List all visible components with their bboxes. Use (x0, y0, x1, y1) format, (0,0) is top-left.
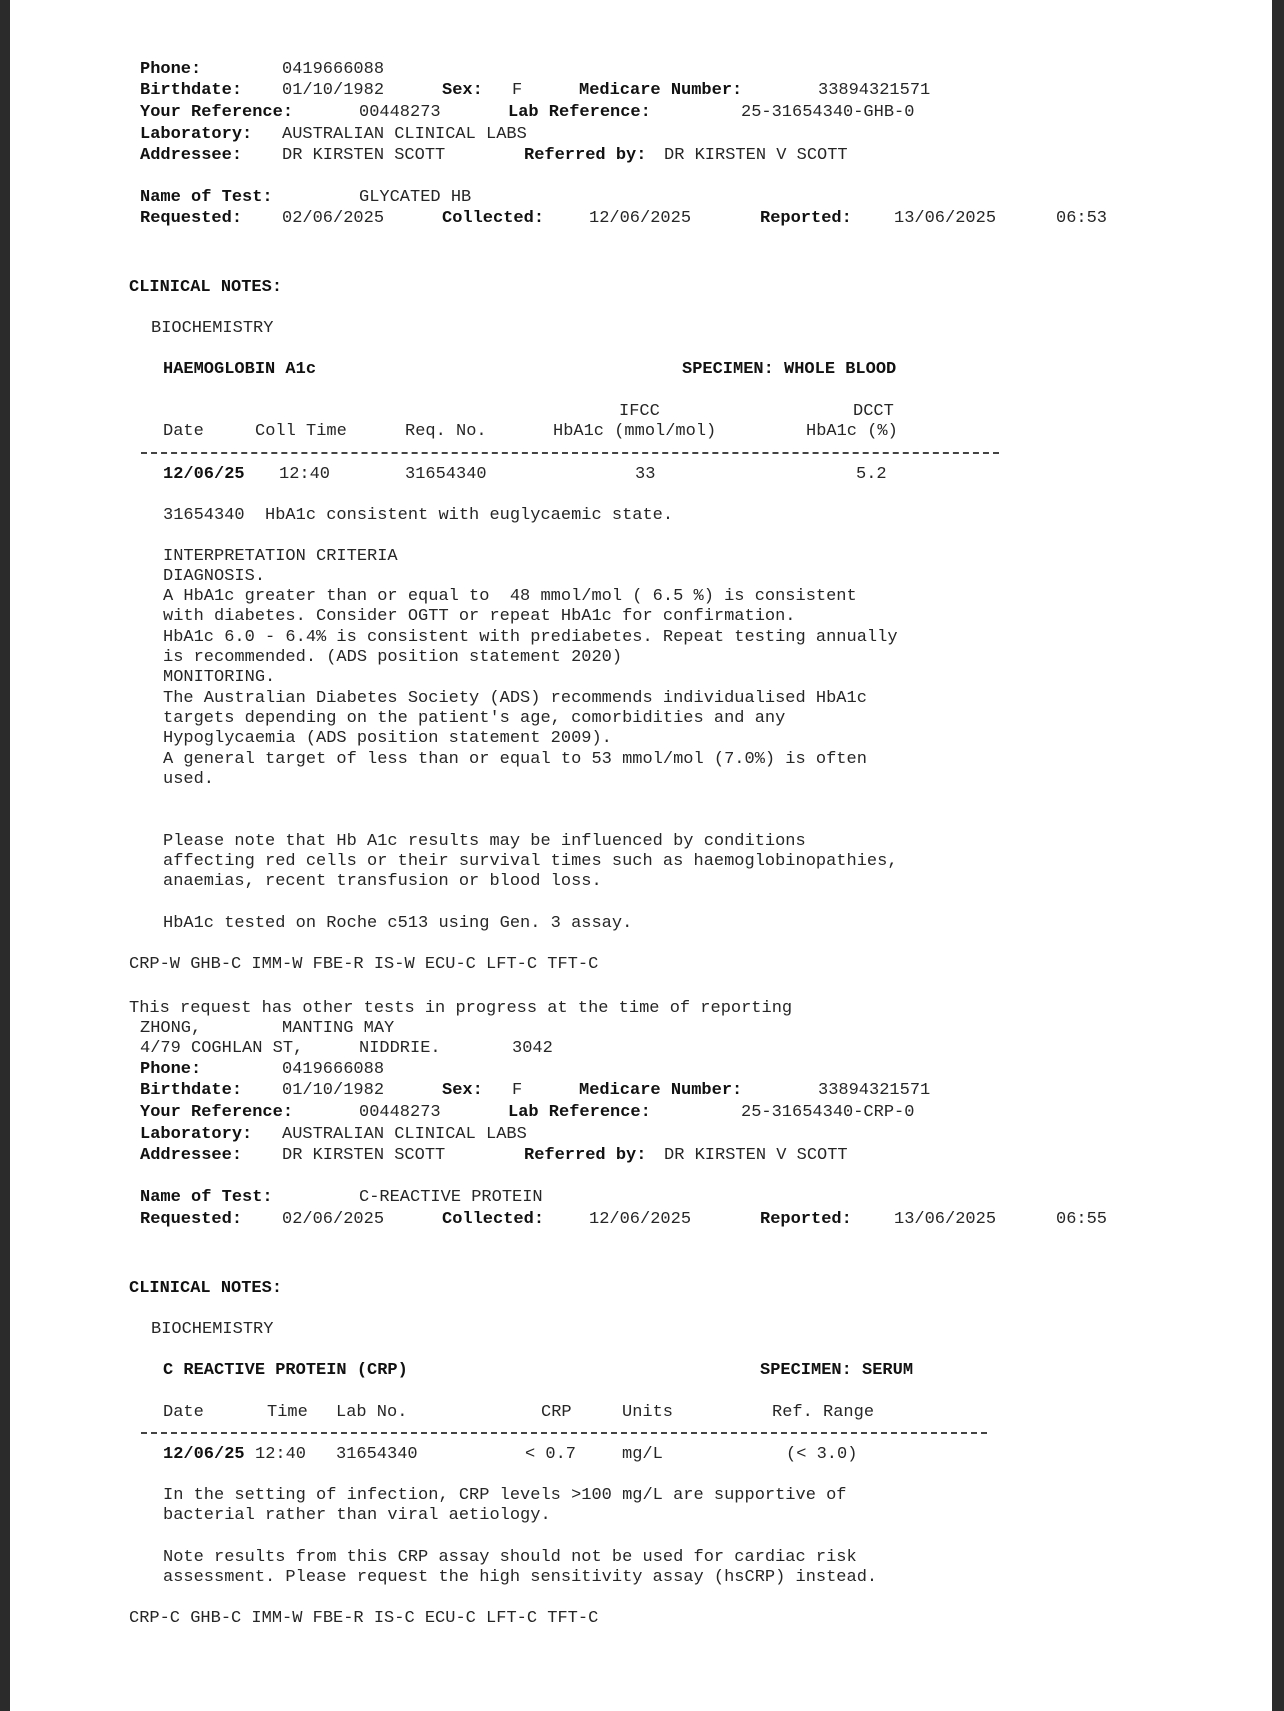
reported-value: 13/06/2025 (894, 209, 997, 228)
interpretation-line: targets depending on the patient's age, comorbidities and any (163, 709, 786, 728)
medicare-label: Medicare Number: (579, 1081, 743, 1100)
col-date: Date (163, 1403, 204, 1422)
reported-value: 13/06/2025 (894, 1210, 997, 1229)
result-comment: 31654340 HbA1c consistent with euglycaemic state. (163, 506, 674, 525)
row-req-no: 31654340 (405, 465, 487, 484)
row-lab-no: 31654340 (336, 1445, 418, 1464)
test-name-value: C-REACTIVE PROTEIN (359, 1188, 543, 1207)
referred-by-value: DR KIRSTEN V SCOTT (664, 146, 848, 165)
row-date: 12/06/25 (163, 465, 245, 484)
addressee-value: DR KIRSTEN SCOTT (282, 146, 446, 165)
department-heading: BIOCHEMISTRY (151, 319, 274, 338)
collected-value: 12/06/2025 (589, 1210, 692, 1229)
status-codes: CRP-C GHB-C IMM-W FBE-R IS-C ECU-C LFT-C TFT-C (129, 1609, 599, 1628)
table-divider (141, 1432, 987, 1434)
collected-label: Collected: (442, 209, 545, 228)
addressee-label: Addressee: (140, 146, 243, 165)
table-divider (141, 452, 999, 454)
comment-line: In the setting of infection, CRP levels >100 mg/L are supportive of (163, 1486, 847, 1505)
birthdate-value: 01/10/1982 (282, 81, 385, 100)
note-line: affecting red cells or their survival times such as haemoglobinopathies, (163, 852, 898, 871)
row-time: 12:40 (255, 1445, 307, 1464)
department-heading: BIOCHEMISTRY (151, 1320, 274, 1339)
test-title: C REACTIVE PROTEIN (CRP) (163, 1361, 408, 1380)
referred-by-value: DR KIRSTEN V SCOTT (664, 1146, 848, 1165)
specimen-label: SPECIMEN: WHOLE BLOOD (682, 360, 897, 379)
phone-label: Phone: (140, 60, 202, 79)
sex-value: F (512, 81, 523, 100)
phone-label: Phone: (140, 1060, 202, 1079)
patient-postcode: 3042 (512, 1039, 553, 1058)
laboratory-label: Laboratory: (140, 125, 253, 144)
sex-label: Sex: (442, 1081, 483, 1100)
birthdate-label: Birthdate: (140, 81, 243, 100)
col-ifcc-top: IFCC (619, 402, 660, 421)
addressee-value: DR KIRSTEN SCOTT (282, 1146, 446, 1165)
clinical-notes-heading: CLINICAL NOTES: (129, 1279, 283, 1298)
reported-time: 06:55 (1056, 1210, 1108, 1229)
requested-value: 02/06/2025 (282, 1210, 385, 1229)
test-title: HAEMOGLOBIN A1c (163, 360, 317, 379)
interpretation-line: DIAGNOSIS. (163, 567, 266, 586)
requested-label: Requested: (140, 209, 243, 228)
row-ifcc-value: 33 (635, 465, 656, 484)
col-lab-no: Lab No. (336, 1403, 408, 1422)
interpretation-line: used. (163, 770, 215, 789)
reported-label: Reported: (760, 209, 852, 228)
col-dcct-hba1c: HbA1c (%) (806, 422, 898, 441)
medicare-value: 33894321571 (818, 1081, 931, 1100)
your-reference-value: 00448273 (359, 103, 441, 122)
col-crp: CRP (541, 1403, 572, 1422)
lab-report-page (10, 0, 1272, 1711)
row-coll-time: 12:40 (279, 465, 331, 484)
phone-value: 0419666088 (282, 60, 385, 79)
lab-reference-label: Lab Reference: (508, 103, 651, 122)
interpretation-line: The Australian Diabetes Society (ADS) recommends individualised HbA1c (163, 689, 867, 708)
interpretation-line: MONITORING. (163, 668, 276, 687)
lab-reference-value: 25-31654340-CRP-0 (741, 1103, 915, 1122)
col-units: Units (622, 1403, 674, 1422)
patient-address: 4/79 COGHLAN ST, (140, 1039, 304, 1058)
lab-reference-label: Lab Reference: (508, 1103, 651, 1122)
col-date: Date (163, 422, 204, 441)
interpretation-line: A general target of less than or equal to 53 mmol/mol (7.0%) is often (163, 750, 867, 769)
reported-time: 06:53 (1056, 209, 1108, 228)
col-dcct-top: DCCT (853, 402, 894, 421)
comment-line: assessment. Please request the high sensitivity assay (hsCRP) instead. (163, 1568, 878, 1587)
medicare-value: 33894321571 (818, 81, 931, 100)
note-line: anaemias, recent transfusion or blood loss. (163, 872, 602, 891)
medicare-label: Medicare Number: (579, 81, 743, 100)
test-name-value: GLYCATED HB (359, 188, 472, 207)
in-progress-notice: This request has other tests in progress at the time of reporting (129, 999, 793, 1018)
note-line: Please note that Hb A1c results may be influenced by conditions (163, 832, 806, 851)
status-codes: CRP-W GHB-C IMM-W FBE-R IS-W ECU-C LFT-C TFT-C (129, 955, 599, 974)
test-name-label: Name of Test: (140, 188, 273, 207)
birthdate-label: Birthdate: (140, 1081, 243, 1100)
addressee-label: Addressee: (140, 1146, 243, 1165)
patient-suburb: NIDDRIE. (359, 1039, 441, 1058)
comment-line: bacterial rather than viral aetiology. (163, 1506, 551, 1525)
interpretation-line: Hypoglycaemia (ADS position statement 2009). (163, 729, 612, 748)
row-dcct-value: 5.2 (856, 465, 887, 484)
interpretation-line: INTERPRETATION CRITERIA (163, 547, 398, 566)
birthdate-value: 01/10/1982 (282, 1081, 385, 1100)
interpretation-line: is recommended. (ADS position statement 2020) (163, 648, 623, 667)
interpretation-line: A HbA1c greater than or equal to 48 mmol/mol ( 6.5 %) is consistent (163, 587, 857, 606)
referred-by-label: Referred by: (524, 146, 647, 165)
col-req-no: Req. No. (405, 422, 487, 441)
specimen-label: SPECIMEN: SERUM (760, 1361, 914, 1380)
row-date: 12/06/25 (163, 1445, 245, 1464)
sex-value: F (512, 1081, 523, 1100)
row-ref-range: (< 3.0) (786, 1445, 858, 1464)
laboratory-value: AUSTRALIAN CLINICAL LABS (282, 1125, 527, 1144)
interpretation-line: HbA1c 6.0 - 6.4% is consistent with prediabetes. Repeat testing annually (163, 628, 898, 647)
row-units: mg/L (622, 1445, 663, 1464)
lab-reference-value: 25-31654340-GHB-0 (741, 103, 915, 122)
col-ifcc-hba1c: HbA1c (mmol/mol) (553, 422, 717, 441)
collected-value: 12/06/2025 (589, 209, 692, 228)
col-coll-time: Coll Time (255, 422, 347, 441)
your-reference-value: 00448273 (359, 1103, 441, 1122)
referred-by-label: Referred by: (524, 1146, 647, 1165)
your-reference-label: Your Reference: (140, 103, 294, 122)
your-reference-label: Your Reference: (140, 1103, 294, 1122)
reported-label: Reported: (760, 1210, 852, 1229)
assay-note: HbA1c tested on Roche c513 using Gen. 3 assay. (163, 914, 633, 933)
requested-label: Requested: (140, 1210, 243, 1229)
patient-surname: ZHONG, (140, 1019, 202, 1038)
test-name-label: Name of Test: (140, 1188, 273, 1207)
sex-label: Sex: (442, 81, 483, 100)
row-crp-value: < 0.7 (525, 1445, 577, 1464)
requested-value: 02/06/2025 (282, 209, 385, 228)
phone-value: 0419666088 (282, 1060, 385, 1079)
laboratory-label: Laboratory: (140, 1125, 253, 1144)
interpretation-line: with diabetes. Consider OGTT or repeat HbA1c for confirmation. (163, 607, 796, 626)
comment-line: Note results from this CRP assay should not be used for cardiac risk (163, 1548, 857, 1567)
clinical-notes-heading: CLINICAL NOTES: (129, 278, 283, 297)
collected-label: Collected: (442, 1210, 545, 1229)
laboratory-value: AUSTRALIAN CLINICAL LABS (282, 125, 527, 144)
col-time: Time (267, 1403, 308, 1422)
col-ref-range: Ref. Range (772, 1403, 875, 1422)
patient-given-names: MANTING MAY (282, 1019, 395, 1038)
